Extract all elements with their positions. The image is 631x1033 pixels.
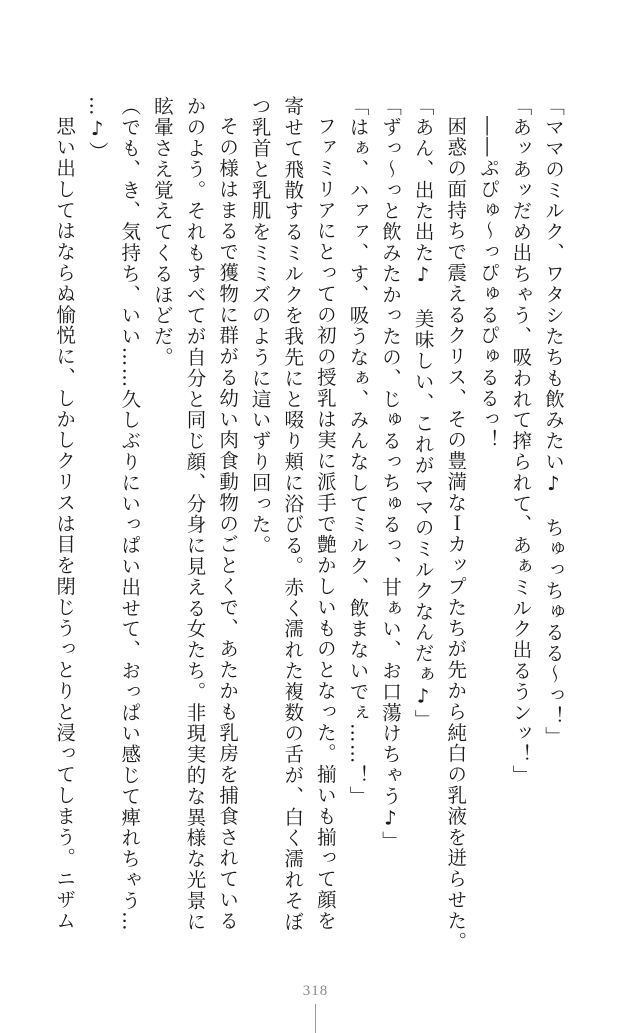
text-line: 思い出してはならぬ愉悦に、しかしクリスは目を閉じうっとりと浸ってしまう。ニザム: [53, 115, 77, 931]
text-line: かのよう。それもすべてが自分と同じ顔、分身に見える女たち。非現実的な異様な光景に: [183, 96, 207, 932]
text-line: …♪）: [85, 96, 109, 163]
text-line: 眩暈さえ覚えてくるほどだ。: [150, 96, 174, 368]
page-number: 318: [302, 983, 329, 999]
text-line: 「あん、出た出た♪ 美味しい、これがママのミルクなんだぁ♪」: [411, 96, 435, 730]
text-line: 「はぁ、ハァァ、す、吸うなぁ、みんなしてミルク、飲まないでぇ……！」: [346, 96, 370, 807]
text-line: その様はまるで獲物に群がる幼い肉食動物のごとくで、あたかも乳房を捕食されている: [216, 115, 240, 931]
text-line: ――ぷぴゅ～っぴゅるぴゅるるっ！: [476, 115, 500, 450]
text-line: 「ずっ～っと飲みたかったの、じゅるっちゅるっ、甘ぁい、お口蕩けちゃう♪」: [379, 96, 403, 852]
text-line: 寄せて飛散するミルクを我先にと啜り頬に浴びる。赤く濡れた複数の舌が、白く濡れそぼ: [281, 96, 305, 932]
text-line: ファミリアにとっての初の授乳は実に派手で艶かしいものとなった。揃いも揃って顔を: [313, 115, 337, 931]
text-line: （でも、き、気持ち、いい……久しぶりにいっぱい出せて、おっぱい感じて痺れちゃう…: [118, 96, 142, 932]
text-line: 「あッあッだめ出ちゃう、吸われて搾られて、あぁミルク出るうンッ！」: [509, 96, 533, 786]
page-number-rule: [315, 1004, 316, 1033]
text-line: 困惑の面持ちで震えるクリス、その豊満なＩカップたちが先から純白の乳液を迸らせた。: [444, 115, 468, 952]
text-line: つ乳首と乳肌をミミズのように這いずり回った。: [248, 96, 272, 556]
text-line: 「ママのミルク、ワタシたちも飲みたい♪ ちゅっちゅるる～っ！」: [542, 96, 565, 748]
vertical-text-body: [48, 96, 570, 956]
